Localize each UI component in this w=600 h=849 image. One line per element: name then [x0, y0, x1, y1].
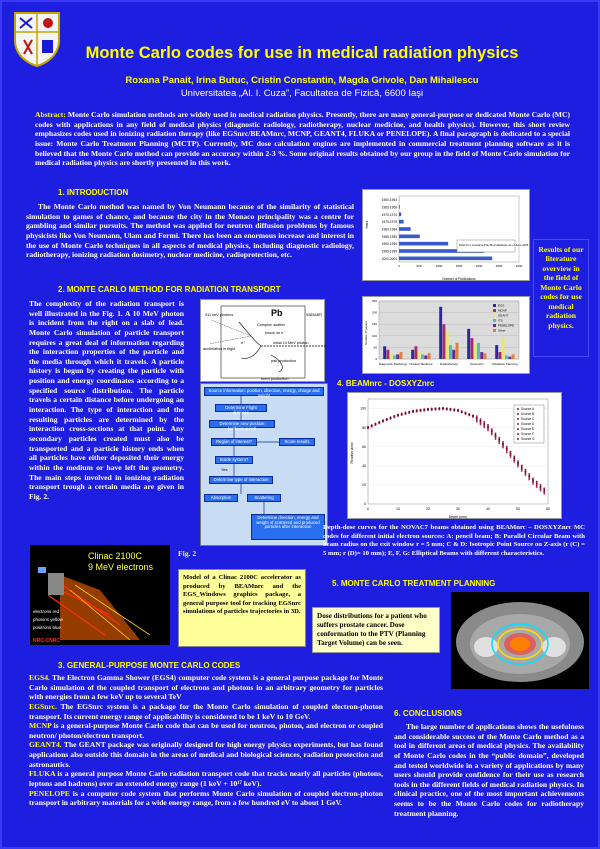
- flow-new-position: Determine new position (collision point): [209, 420, 275, 428]
- chart3-point: [446, 408, 448, 410]
- affiliation: Universitatea „Al. I. Cuza”, Facultatea de Fizică, 6600 Iaşi: [180, 88, 424, 99]
- chart2-bar: [495, 345, 498, 359]
- chart3-point: [457, 409, 459, 411]
- chart2-bar: [442, 324, 445, 359]
- chart3-point: [476, 417, 478, 419]
- chart3-point: [375, 423, 377, 425]
- chart3-legend-label: Source A: [521, 407, 534, 412]
- chart2-bar: [439, 307, 442, 359]
- chart3-point: [506, 452, 508, 454]
- fig1-label-brem: brem production: [261, 377, 289, 381]
- chart3-x-tick: 30: [456, 507, 460, 511]
- abstract-text: Monte Carlo simulation methods are widely used in medical radiation physics. Presently, there are many general-purpose or dedicated Monte Carlo (MC) codes with applications in any field of medical physics (diagnostic radiology, radiotherapy, nuclear medicine, and health physics). However, this short review emphasizes codes used in ionizing radiation therapy (like EGSnrc/BEAMnrc, MCNP, GEANT4, FLUKA or PENELOPE). A final paragraph is dedicated to a special issue: Monte Carlo Treatment Planning (MCTP). Currently, MC dose calculation engines are implemented in commercial treatment planning software as it is believed that the Monte Carlo method can provide an accuracy within 2-3 %. Some original results obtained by our group in the field of Monte Carlo simulation for medical radiation physics are shortly presented in this work.: [35, 110, 570, 168]
- chart3-point: [476, 421, 478, 423]
- heading-method: 2. MONTE CARLO METHOD FOR RADIATION TRANSPORT: [58, 285, 281, 294]
- chart1-category-label: 1970-1974: [381, 212, 397, 217]
- flow-direction-energy: Determine direction, energy and weight of scattered and produced particles after interaction: [251, 514, 325, 540]
- chart3-point: [397, 414, 399, 416]
- chart2-bar: [467, 329, 470, 359]
- flow-flight-distance: Determine Flight distance: [215, 404, 267, 412]
- chart3-point: [510, 453, 512, 455]
- chart3-legend-marker: [517, 408, 519, 410]
- chart3-point: [513, 459, 515, 461]
- chart3-legend-marker: [517, 428, 519, 430]
- clinac-title-2: 9 MeV electrons: [88, 562, 154, 572]
- chart3-legend-label: Source E: [521, 427, 535, 432]
- codes-by-field-chart-svg: [363, 297, 531, 375]
- chart1-category-label: 1995-1999: [381, 249, 397, 254]
- chart2-bar: [393, 356, 396, 359]
- chart2-category-label: Radiotherapy: [440, 362, 458, 366]
- chart3-point: [536, 481, 538, 483]
- chart3-point: [393, 415, 395, 417]
- chart3-point: [480, 418, 482, 420]
- chart1-tick-label: 500: [416, 264, 422, 268]
- chart2-legend-swatch: [493, 304, 496, 307]
- abstract: [35, 110, 570, 168]
- chart3-y-tick: 60: [362, 444, 366, 449]
- method-text: The complexity of the radiation transport is well illustrated in the Fig. 1. A 10 MeV photon is incident from the right on a slab of lead. Monte Carlo simulation of particle transport requires a great deal of information regarding the interaction properties of the particle and the media through which it travels. A particle history is begun by creating the particle with position and energy coordinates according to a specified source distribution. The particle travels a certain distance before undergoing an interaction. The type of interaction and the resulting particles are determined by the interaction cross-sections at that point. Any secondary particles created must also be transported and a particle history ends when all particles have either deposited their energy within the medium or have left the geometry. The main steps involved in ionizing radiation transport trough a certain media are given in Fig. 2.: [29, 299, 184, 501]
- chart3-point: [510, 456, 512, 458]
- chart3-point: [483, 425, 485, 427]
- figure-1-svg: [201, 300, 326, 383]
- chart1-category-label: 1985-1989: [381, 234, 397, 239]
- chart3-point: [540, 488, 542, 490]
- flow-yes: Yes: [221, 467, 228, 472]
- chart3-point: [416, 410, 418, 412]
- chart2-bar: [452, 350, 455, 359]
- chart2-category-label: Nuclear Medicine: [409, 362, 433, 366]
- chart2-bar: [396, 354, 399, 359]
- chart3-point: [405, 412, 407, 414]
- poster-title: Monte Carlo codes for use in medical radiation physics: [85, 44, 519, 62]
- chart2-bar: [456, 343, 459, 359]
- chart3-point: [480, 422, 482, 424]
- chart3-point: [423, 409, 425, 411]
- chart2-category-label: Radiation Planning: [492, 362, 518, 366]
- chart3-point: [476, 415, 478, 417]
- chart3-legend-label: Source D: [521, 422, 535, 427]
- chart3-point: [517, 466, 519, 468]
- chart3-point: [506, 446, 508, 448]
- chart3-point: [513, 457, 515, 459]
- code-item-penelope: PENELOPE is a computer code system that performs Monte Carlo simulation of coupled electron-photon transport in arbitrary materials for a wide energy range, from a few hundred eV to about 1 GeV.: [29, 788, 383, 808]
- chart2-bar: [474, 344, 477, 359]
- chart1-tick-label: 1500: [455, 264, 463, 268]
- chart2-bar: [477, 343, 480, 359]
- clinac-svg: [30, 545, 170, 645]
- chart1-xlabel: Number of Publications: [442, 277, 476, 281]
- chart3-point: [540, 486, 542, 488]
- chart3-point: [461, 411, 463, 413]
- chart3-point: [525, 473, 527, 475]
- chart1-bar: [399, 205, 400, 209]
- chart2-tick-label: 150: [371, 322, 377, 327]
- chart3-legend-marker: [517, 423, 519, 425]
- chart3-point: [540, 484, 542, 486]
- flow-source: Source information: position, direction, energy, charge and weight: [204, 387, 324, 396]
- chart3-point: [498, 441, 500, 443]
- clinac-legend-2: photons yellow: [33, 617, 63, 622]
- heading-introduction: 1. INTRODUCTION: [58, 188, 129, 197]
- chart3-point: [517, 460, 519, 462]
- chart3-point: [450, 408, 452, 410]
- chart3-point: [495, 432, 497, 434]
- ct-svg: [451, 592, 589, 689]
- planning-caption: Dose distributions for a patient who suffers prostate cancer. Dose conformation to the PTV (Planning Target Volume) can be seen.: [312, 607, 440, 653]
- chart1-legend-text: Data from Lusitania Pub-Med database as of June 2005: [459, 243, 529, 247]
- fig1-label-initial: initial 10 MeV photon: [273, 341, 309, 345]
- chart3-point: [491, 430, 493, 432]
- code-item-mcnp: MCNP is a general-purpose Monte Carlo code that can be used for neutron, photon, and electron or coupled neutron/ photon/electron transport.: [29, 721, 383, 740]
- abstract-label: Abstract:: [35, 110, 66, 119]
- chart2-bar: [400, 352, 403, 359]
- chart2-tick-label: 250: [371, 299, 377, 303]
- chart2-bar: [505, 356, 508, 359]
- chart2-legend-swatch: [493, 329, 496, 332]
- chart3-point: [536, 483, 538, 485]
- codes-list: [29, 673, 383, 808]
- chart3-legend-marker: [517, 438, 519, 440]
- chart1-tick-label: 3000: [515, 264, 523, 268]
- chart3-point: [453, 409, 455, 411]
- chart3-point: [502, 445, 504, 447]
- publications-chart-svg: [363, 190, 531, 282]
- chart3-point: [480, 424, 482, 426]
- chart3-legend-marker: [517, 413, 519, 415]
- chart3-point: [517, 462, 519, 464]
- chart2-bar: [508, 357, 511, 359]
- chart3-point: [438, 408, 440, 410]
- chart3-point: [540, 490, 542, 492]
- chart3-point: [472, 415, 474, 417]
- clinac-caption: Model of a Clinac 2100C accelerator as produced by BEAMnrc and the EGS_Windows graphics package, a general purpose tool for tracking EGSnrc simulations of particles trajectories in 3D.: [178, 569, 306, 647]
- chart3-point: [510, 451, 512, 453]
- chart3-point: [427, 408, 429, 410]
- chart2-bar: [421, 354, 424, 359]
- chart3-x-tick: 40: [486, 507, 490, 511]
- chart2-bar: [414, 346, 417, 359]
- chart3-point: [498, 437, 500, 439]
- chart2-bar: [411, 350, 414, 359]
- chart2-ylabel: Number of papers: [364, 320, 368, 345]
- chart3-point: [536, 486, 538, 488]
- chart3-point: [506, 448, 508, 450]
- chart3-point: [502, 443, 504, 445]
- chart3-point: [487, 428, 489, 430]
- chart3-x-tick: 60: [546, 507, 550, 511]
- chart3-point: [431, 408, 433, 410]
- chart3-point: [491, 432, 493, 434]
- introduction-text: The Monte Carlo method was named by Von Neumann because of the similarity of statistical simulation to games of chance, and because the city in the Monaco principality was a centre for gambling and similar pursuits. The method was applied for neutron diffusion problems by famous physicists like Von Neumann, Ulam and Fermi. There has been an enormous increase and interest in the use of Monte Carlo techniques in all aspects of medical physics, including diagnostic radiology, radiotherapy, ionizing radiation dosimetry, nuclear medicine, radioprotection, etc.: [26, 202, 354, 260]
- flow-absorption: Absorption: [204, 494, 238, 502]
- fig1-material: Pb: [271, 308, 283, 318]
- chart1-category-label: 1990-1994: [381, 242, 397, 247]
- depth-dose-caption: Depth-dose curves for the NOVAC7 beams obtained using BEAMnrc – DOSXYZnrc MC codes for different initial electron sources: A: pencil beam; B: Parallel Circular Beam with beam radius on the exit window r = 5 mm; C & D: Isotropic Point Source on Z-axis (r (C) = 5 mm; r (D)= 10 mm); E, F, G: Elliptical Beams with different characteristics.: [323, 524, 585, 557]
- chart3-legend-marker: [517, 433, 519, 435]
- chart2-bar: [484, 353, 487, 359]
- chart3-legend-label: Source C: [521, 417, 535, 422]
- fig1-label-positron: e⁺: [241, 340, 246, 345]
- chart3-x-tick: 50: [516, 507, 520, 511]
- heading-treatment-planning: 5. MONTE CARLO TREATMENT PLANNING: [332, 579, 496, 588]
- chart3-x-tick: 20: [426, 507, 430, 511]
- chart3-ylabel: Relative dose: [350, 442, 354, 464]
- heading-conclusions: 6. CONCLUSIONS: [394, 709, 463, 718]
- flow-arrows: [201, 384, 329, 547]
- chart1-category-label: 1975-1979: [381, 220, 397, 225]
- authors: Roxana Panait, Irina Butuc, Cristin Constantin, Magda Grivole, Dan Mihailescu: [125, 75, 479, 86]
- chart2-bar: [449, 345, 452, 359]
- chart3-point: [435, 408, 437, 410]
- fig1-label-annihilation: annihilation in flight: [203, 347, 236, 351]
- chart3-point: [525, 469, 527, 471]
- chart2-legend-swatch: [493, 319, 496, 322]
- depth-dose-chart-svg: [348, 393, 563, 520]
- conclusions-text: The large number of applications shows the usefulness and considerable success of the Monte Carlo method as a tool in different areas of medical physics. The availability of Monte Carlo codes in the “public domain”, developed and tested worldwide in a variety of applications by many users should provide confidence for their use as research tools in the different fields of medical radiation physics. In clinical practice, one of the most important achievements seems to be the Monte Carlo codes for radiotherapy treatment planning.: [394, 722, 584, 818]
- chart1-ylabel: Years: [365, 220, 369, 229]
- chart1-bar: [399, 242, 448, 246]
- flow-interaction-type: Determine type of interaction: [209, 476, 273, 484]
- code-item-geant4: GEANT4. The GEANT package was originally designed for high energy physics experiments, but has found applications also outside this domain in the areas of medical and biological sciences, radiation protection and astronautics.: [29, 740, 383, 769]
- heading-beamnrc: 4. BEAMnrc - DOSXYZnrc: [337, 379, 435, 388]
- chart3-point: [495, 434, 497, 436]
- fig1-label-knockon: knock on e⁻: [265, 331, 286, 335]
- chart3-legend-label: Source B: [521, 412, 535, 417]
- chart2-tick-label: 50: [373, 345, 377, 350]
- chart2-legend-label: Other: [498, 328, 506, 333]
- fig1-label-compton: Compton scatter: [257, 323, 285, 327]
- chart3-point: [412, 410, 414, 412]
- chart3-point: [408, 411, 410, 413]
- codes-by-field-chart: [362, 296, 530, 374]
- chart3-point: [371, 425, 373, 427]
- chart3-point: [483, 427, 485, 429]
- chart3-point: [386, 418, 388, 420]
- chart3-point: [502, 447, 504, 449]
- fig1-label-pair: pair production: [271, 359, 297, 363]
- chart2-legend-swatch: [493, 324, 496, 327]
- chart3-point: [480, 420, 482, 422]
- chart3-point: [465, 412, 467, 414]
- chart3-point: [491, 428, 493, 430]
- chart1-tick-label: 0: [398, 264, 400, 268]
- chart1-bar: [399, 227, 411, 231]
- chart3-point: [528, 473, 530, 475]
- chart3-point: [525, 474, 527, 476]
- chart3-point: [528, 477, 530, 479]
- chart3-point: [513, 461, 515, 463]
- chart3-point: [487, 426, 489, 428]
- chart1-bar: [399, 220, 404, 224]
- chart3-point: [543, 491, 545, 493]
- chart1-tick-label: 2000: [475, 264, 483, 268]
- chart1-tick-label: 2500: [495, 264, 503, 268]
- chart1-category-label: 2000-2004: [381, 256, 397, 261]
- publications-chart: [362, 189, 530, 281]
- clinac-legend-3: positrons blue: [33, 625, 62, 630]
- chart3-y-tick: 100: [360, 406, 366, 411]
- chart3-point: [401, 413, 403, 415]
- chart1-category-label: 1980-1984: [381, 227, 397, 232]
- code-item-fluka: FLUKA is a general purpose Monte Carlo radiation transport code that tracks nearly all particles (photons, leptons and hadrons) over an extended energy range (1 keV + 10¹⁷ keV).: [29, 769, 383, 789]
- clinac-nrc-mark: NRC-CNRC: [33, 638, 60, 644]
- chart3-point: [543, 493, 545, 495]
- chart3-point: [532, 481, 534, 483]
- chart1-bar: [399, 257, 492, 261]
- chart3-point: [420, 409, 422, 411]
- clinac-image: [30, 545, 170, 645]
- chart2-tick-label: 100: [371, 333, 377, 338]
- chart3-point: [367, 426, 369, 428]
- chart2-bar: [424, 356, 427, 359]
- figure-2-flowchart: [200, 383, 328, 546]
- chart1-category-label: 1965-1969: [381, 205, 397, 210]
- clinac-legend-1: electrons red: [33, 609, 60, 614]
- chart3-legend-label: Source F: [521, 432, 534, 437]
- chart3-x-tick: 0: [367, 507, 369, 511]
- chart3-legend-marker: [517, 418, 519, 420]
- chart3-point: [513, 455, 515, 457]
- chart3-point: [532, 479, 534, 481]
- figure-2-caption: Fig. 2: [178, 549, 197, 558]
- code-item-egs4: EGS4. The Electron Gamma Shower (EGS4) computer code system is a general purpose package for Monte Carlo simulation of the coupled transport of electrons and photons in an arbitrary geometry for particles with energies from a few keV up to several TeV: [29, 673, 383, 702]
- chart3-point: [491, 434, 493, 436]
- chart2-bar: [470, 338, 473, 359]
- chart3-point: [495, 438, 497, 440]
- code-item-egsnrc: EGSnrc. The EGSnrc system is a package for the Monte Carlo simulation of coupled electron-photon transport. Its current energy range of applicability is considered to be 1 keV to 10 GeV.: [29, 701, 383, 721]
- fig1-vacuum: vacuum: [306, 312, 322, 317]
- chart3-y-tick: 80: [362, 425, 366, 430]
- chart3-point: [502, 441, 504, 443]
- chart1-bar: [399, 213, 401, 217]
- chart1-category-label: 1960-1964: [381, 198, 397, 203]
- chart2-legend-swatch: [493, 309, 496, 312]
- chart3-y-tick: 0: [364, 502, 366, 507]
- chart3-point: [442, 407, 444, 409]
- chart3-point: [521, 470, 523, 472]
- chart3-point: [468, 414, 470, 416]
- ct-dose-image: [451, 592, 589, 689]
- chart3-x-tick: 10: [396, 507, 400, 511]
- chart3-point: [382, 420, 384, 422]
- chart3-y-tick: 40: [362, 464, 366, 469]
- chart3-y-tick: 20: [362, 483, 366, 488]
- chart3-point: [487, 430, 489, 432]
- figure-1-pair-production: [200, 299, 325, 382]
- chart3-point: [543, 487, 545, 489]
- depth-dose-chart: [347, 392, 562, 519]
- chart3-point: [510, 454, 512, 456]
- chart1-bar: [399, 235, 420, 239]
- flow-score: Score results: [279, 438, 315, 446]
- flow-scattering: Scattering: [247, 494, 281, 502]
- clinac-title-1: Clinac 2100C: [88, 551, 143, 561]
- chart3-point: [543, 489, 545, 491]
- chart2-category-label: Diagnostic Radiology: [378, 362, 408, 366]
- chart2-tick-label: 0: [375, 357, 377, 361]
- chart2-bar: [498, 352, 501, 359]
- chart2-tick-label: 200: [371, 310, 377, 315]
- chart3-point: [517, 464, 519, 466]
- heading-codes: 3. GENERAL-PURPOSE MONTE CARLO CODES: [58, 661, 241, 670]
- chart2-bar: [502, 338, 505, 359]
- chart3-point: [528, 479, 530, 481]
- chart2-bar: [390, 354, 393, 359]
- chart3-point: [528, 475, 530, 477]
- chart3-point: [476, 419, 478, 421]
- chart3-point: [521, 464, 523, 466]
- literature-overview-box: Results of our literature overview in the field of Monte Carlo codes for use medical radiation physics.: [533, 239, 589, 357]
- chart3-point: [498, 442, 500, 444]
- chart3-point: [495, 436, 497, 438]
- chart3-point: [483, 421, 485, 423]
- chart1-tick-label: 1000: [435, 264, 443, 268]
- chart3-point: [487, 424, 489, 426]
- chart2-bar: [386, 350, 389, 359]
- chart3-point: [390, 417, 392, 419]
- chart2-bar: [446, 331, 449, 359]
- chart3-point: [498, 439, 500, 441]
- chart2-bar: [428, 353, 431, 359]
- chart2-bar: [418, 352, 421, 359]
- chart2-legend-swatch: [493, 314, 496, 317]
- chart3-point: [521, 468, 523, 470]
- chart3-point: [506, 450, 508, 452]
- chart2-legend-label: MCNP: [498, 308, 507, 313]
- chart3-point: [525, 471, 527, 473]
- chart3-xlabel: Depth (mm): [448, 515, 468, 519]
- chart3-point: [536, 484, 538, 486]
- chart2-bar: [480, 352, 483, 359]
- chart3-point: [378, 421, 380, 423]
- chart2-category-label: Dosimetry: [470, 362, 484, 366]
- chart3-point: [532, 483, 534, 485]
- fig1-label-photons: 511 keV photons: [205, 313, 234, 317]
- chart2-legend-label: EGS: [498, 303, 505, 308]
- chart2-bar: [383, 346, 386, 359]
- chart2-bar: [512, 354, 515, 359]
- chart3-point: [532, 477, 534, 479]
- flow-region: Region of interest?: [211, 438, 257, 446]
- chart3-legend-label: Source G: [521, 437, 535, 442]
- chart2-legend-label: ITS: [498, 318, 503, 323]
- chart3-point: [521, 466, 523, 468]
- chart2-legend-label: PENELOPE: [498, 323, 515, 328]
- flow-inside: Inside system?: [215, 456, 253, 464]
- chart3-point: [483, 423, 485, 425]
- chart2-legend-label: GEANT: [498, 313, 509, 318]
